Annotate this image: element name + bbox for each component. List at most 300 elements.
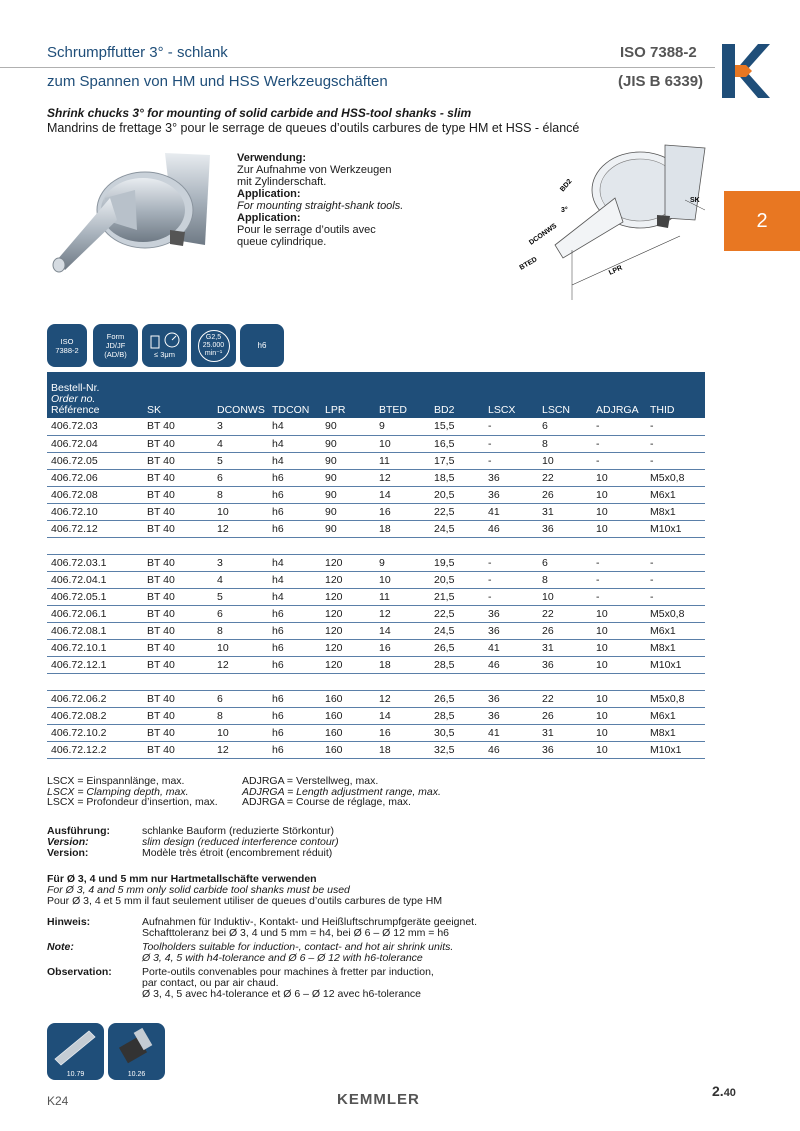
- usage-fr-label: Application:: [237, 212, 301, 224]
- col-order: [47, 372, 143, 418]
- chapter-tab[interactable]: 2: [724, 191, 800, 251]
- footer-code: K24: [47, 1094, 69, 1108]
- table-row[interactable]: [47, 724, 705, 741]
- carbide-note: [47, 874, 442, 907]
- table-cell: BT 40: [143, 418, 213, 435]
- table-cell: 31: [538, 724, 592, 741]
- legend-adj-en: ADJRGA = Length adjustment range, max.: [242, 785, 441, 798]
- table-cell: 36: [538, 656, 592, 673]
- table-cell: BT 40: [143, 605, 213, 622]
- table-cell: 20,5: [430, 486, 484, 503]
- table-cell: 406.72.10: [47, 503, 143, 520]
- table-cell: 120: [321, 656, 375, 673]
- table-cell: 24,5: [430, 622, 484, 639]
- legend-lscx-en: LSCX = Clamping depth, max.: [47, 785, 189, 798]
- runout-badge: [142, 324, 187, 367]
- table-cell: 18: [375, 520, 430, 537]
- table-row[interactable]: [47, 707, 705, 724]
- table-cell: 10: [592, 605, 646, 622]
- usage-fr-text1: Pour le serrage d’outils avec: [237, 224, 376, 236]
- table-cell: 16: [375, 639, 430, 656]
- table-row[interactable]: [47, 690, 705, 707]
- usage-de-label: Verwendung:: [237, 152, 307, 164]
- table-cell: BT 40: [143, 486, 213, 503]
- col-bd2: BD2: [430, 372, 484, 418]
- table-cell: h4: [268, 554, 321, 571]
- table-cell: -: [646, 452, 705, 469]
- table-cell: h6: [268, 520, 321, 537]
- table-group-spacer: [47, 673, 705, 690]
- table-cell: 10: [592, 690, 646, 707]
- legend-lscx: [47, 776, 218, 808]
- table-cell: 41: [484, 639, 538, 656]
- tolerance-badge: h6: [240, 324, 284, 367]
- page-subtitle: zum Spannen von HM und HSS Werkzeugschäften: [47, 73, 388, 90]
- col-tdcon: TDCON: [268, 372, 321, 418]
- table-cell: 18: [375, 741, 430, 758]
- form-badge-line2: JD/JF: [105, 341, 126, 350]
- hint-en-1: Toolholders suitable for induction-, contact- and hot air shrink units.: [142, 941, 454, 953]
- hint-fr-2: par contact, ou par air chaud.: [142, 977, 279, 989]
- table-cell: 10: [592, 741, 646, 758]
- table-cell: 406.72.05: [47, 452, 143, 469]
- table-cell: 90: [321, 418, 375, 435]
- col-order-de: Bestell-Nr.: [51, 382, 100, 394]
- table-cell: 22: [538, 469, 592, 486]
- footer-brand: KEMMLER: [337, 1091, 420, 1108]
- table-cell: -: [484, 435, 538, 452]
- table-cell: M6x1: [646, 707, 705, 724]
- table-cell: 12: [213, 656, 268, 673]
- usage-fr-text2: queue cylindrique.: [237, 236, 327, 248]
- table-cell: 5: [213, 588, 268, 605]
- table-row[interactable]: [47, 503, 705, 520]
- legend-adjrga: [242, 776, 441, 808]
- col-adjrga: ADJRGA: [592, 372, 646, 418]
- table-row[interactable]: [47, 452, 705, 469]
- table-cell: M5x0,8: [646, 605, 705, 622]
- table-cell: 12: [213, 741, 268, 758]
- table-cell: h6: [268, 724, 321, 741]
- table-cell: h4: [268, 452, 321, 469]
- carbide-note-fr: Pour Ø 3, 4 et 5 mm il faut seulement utiliser de queues d’outils carbures de type HM: [47, 895, 443, 907]
- design-en-label: Version:: [47, 836, 89, 848]
- table-cell: M5x0,8: [646, 469, 705, 486]
- col-order-fr: Référence: [51, 404, 100, 416]
- table-cell: 5: [213, 452, 268, 469]
- table-cell: 160: [321, 707, 375, 724]
- table-cell: h6: [268, 622, 321, 639]
- table-cell: 16,5: [430, 435, 484, 452]
- table-cell: 120: [321, 588, 375, 605]
- form-badge-line3: (AD/B): [104, 350, 127, 359]
- table-cell: 406.72.04: [47, 435, 143, 452]
- table-cell: M6x1: [646, 622, 705, 639]
- table-cell: 10: [592, 469, 646, 486]
- table-cell: 10: [213, 639, 268, 656]
- table-cell: 6: [213, 469, 268, 486]
- table-cell: -: [484, 452, 538, 469]
- table-cell: 36: [484, 690, 538, 707]
- table-cell: BT 40: [143, 622, 213, 639]
- table-header-row: [47, 372, 705, 418]
- table-row[interactable]: [47, 656, 705, 673]
- table-cell: 10: [592, 520, 646, 537]
- table-cell: BT 40: [143, 639, 213, 656]
- table-cell: h6: [268, 741, 321, 758]
- table-cell: 10: [592, 656, 646, 673]
- table-cell: M5x0,8: [646, 690, 705, 707]
- table-row[interactable]: [47, 435, 705, 452]
- table-cell: 120: [321, 622, 375, 639]
- table-cell: h4: [268, 588, 321, 605]
- table-row[interactable]: [47, 639, 705, 656]
- table-cell: -: [484, 571, 538, 588]
- usage-block: [237, 152, 403, 248]
- design-fr-label: Version:: [47, 847, 89, 859]
- table-cell: 30,5: [430, 724, 484, 741]
- table-cell: 6: [538, 418, 592, 435]
- accessory-1-label: 10.79: [66, 1071, 85, 1078]
- table-cell: BT 40: [143, 690, 213, 707]
- table-row[interactable]: [47, 486, 705, 503]
- table-row[interactable]: [47, 520, 705, 537]
- table-row[interactable]: [47, 741, 705, 758]
- table-cell: M8x1: [646, 503, 705, 520]
- table-cell: 3: [213, 418, 268, 435]
- table-cell: 4: [213, 435, 268, 452]
- table-cell: h4: [268, 435, 321, 452]
- table-cell: 406.72.08.2: [47, 707, 143, 724]
- table-cell: BT 40: [143, 503, 213, 520]
- drawing-lpr-label: LPR: [607, 264, 624, 277]
- table-cell: BT 40: [143, 520, 213, 537]
- table-cell: 9: [375, 418, 430, 435]
- table-cell: 406.72.05.1: [47, 588, 143, 605]
- table-cell: 14: [375, 486, 430, 503]
- table-cell: 120: [321, 554, 375, 571]
- table-cell: 406.72.10.1: [47, 639, 143, 656]
- header-divider: [0, 67, 715, 68]
- balance-line2: 25.000: [202, 341, 225, 349]
- table-cell: -: [592, 435, 646, 452]
- table-cell: 10: [592, 639, 646, 656]
- table-cell: 28,5: [430, 707, 484, 724]
- hint-de-label: Hinweis:: [47, 916, 91, 928]
- form-badge: [93, 324, 138, 367]
- page-number-main: 2.: [712, 1083, 724, 1099]
- table-cell: 28,5: [430, 656, 484, 673]
- table-cell: 406.72.06.2: [47, 690, 143, 707]
- table-cell: 31: [538, 639, 592, 656]
- balance-line1: G2,5: [205, 333, 222, 341]
- accessory-thumb-2[interactable]: [108, 1023, 165, 1080]
- table-cell: 90: [321, 469, 375, 486]
- table-cell: 120: [321, 639, 375, 656]
- table-cell: -: [484, 418, 538, 435]
- col-sk: SK: [143, 372, 213, 418]
- col-lscx: LSCX: [484, 372, 538, 418]
- table-cell: BT 40: [143, 588, 213, 605]
- table-cell: 8: [213, 707, 268, 724]
- table-row[interactable]: [47, 588, 705, 605]
- table-cell: 3: [213, 554, 268, 571]
- page-title: Schrumpffutter 3° - schlank: [47, 44, 228, 61]
- carbide-note-de: Für Ø 3, 4 und 5 mm nur Hartmetallschäfte verwenden: [47, 873, 317, 885]
- drawing-bted-label: BTED: [518, 256, 539, 272]
- design-block: [47, 826, 339, 859]
- table-cell: 14: [375, 622, 430, 639]
- hint-fr-1: Porte-outils convenables pour machines à fretter par induction,: [142, 966, 434, 978]
- table-cell: 12: [375, 469, 430, 486]
- legend-adj-de: ADJRGA = Verstellweg, max.: [242, 775, 379, 787]
- table-cell: h6: [268, 656, 321, 673]
- table-cell: 10: [375, 435, 430, 452]
- table-cell: -: [646, 554, 705, 571]
- table-cell: -: [646, 435, 705, 452]
- table-cell: -: [592, 418, 646, 435]
- table-cell: 8: [538, 435, 592, 452]
- accessory-thumb-1[interactable]: [47, 1023, 104, 1080]
- form-badge-line1: Form: [106, 332, 125, 341]
- table-cell: 90: [321, 435, 375, 452]
- table-cell: 10: [592, 486, 646, 503]
- table-cell: 26: [538, 486, 592, 503]
- col-dconws: DCONWS: [213, 372, 268, 418]
- table-cell: 9: [375, 554, 430, 571]
- drawing-angle-label: 3°: [561, 207, 568, 214]
- table-cell: BT 40: [143, 554, 213, 571]
- table-cell: h6: [268, 486, 321, 503]
- usage-de-text1: Zur Aufnahme von Werkzeugen: [237, 164, 392, 176]
- table-cell: 6: [213, 605, 268, 622]
- col-thid: THID: [646, 372, 705, 418]
- table-cell: M8x1: [646, 724, 705, 741]
- table-cell: 15,5: [430, 418, 484, 435]
- table-cell: 36: [538, 741, 592, 758]
- table-cell: 36: [484, 707, 538, 724]
- balance-circle-icon: [198, 330, 230, 362]
- table-cell: 36: [484, 486, 538, 503]
- table-cell: -: [592, 571, 646, 588]
- table-cell: -: [484, 588, 538, 605]
- table-cell: 120: [321, 571, 375, 588]
- design-de-label: Ausführung:: [47, 825, 110, 837]
- table-cell: 32,5: [430, 741, 484, 758]
- table-row[interactable]: [47, 469, 705, 486]
- table-row[interactable]: [47, 571, 705, 588]
- table-cell: 22: [538, 690, 592, 707]
- table-row[interactable]: [47, 622, 705, 639]
- table-row[interactable]: [47, 554, 705, 571]
- table-cell: 406.72.08.1: [47, 622, 143, 639]
- table-cell: h6: [268, 707, 321, 724]
- design-de-text: schlanke Bauform (reduzierte Störkontur): [142, 825, 334, 837]
- table-cell: 10: [213, 724, 268, 741]
- table-cell: 26,5: [430, 690, 484, 707]
- usage-en-text: For mounting straight-shank tools.: [237, 200, 404, 212]
- table-group-spacer: [47, 537, 705, 554]
- table-cell: 10: [538, 588, 592, 605]
- table-cell: 11: [375, 588, 430, 605]
- balance-line3: min⁻¹: [204, 349, 223, 357]
- hint-en-label: Note:: [47, 941, 74, 953]
- table-cell: 17,5: [430, 452, 484, 469]
- table-cell: M10x1: [646, 741, 705, 758]
- design-en-text: slim design (reduced interference contour): [142, 836, 339, 848]
- table-cell: -: [646, 418, 705, 435]
- balance-badge: [191, 324, 236, 367]
- table-cell: 8: [213, 486, 268, 503]
- hint-de-1: Aufnahmen für Induktiv-, Kontakt- und Heißluftschrumpfgeräte geeignet.: [142, 916, 478, 928]
- table-cell: 22,5: [430, 605, 484, 622]
- table-cell: 36: [538, 520, 592, 537]
- table-cell: BT 40: [143, 452, 213, 469]
- carbide-note-en: For Ø 3, 4 and 5 mm only solid carbide tool shanks must be used: [47, 884, 350, 896]
- table-cell: 406.72.03: [47, 418, 143, 435]
- table-cell: 22: [538, 605, 592, 622]
- table-cell: 16: [375, 724, 430, 741]
- table-cell: 46: [484, 520, 538, 537]
- table-cell: 406.72.12: [47, 520, 143, 537]
- drawing-sk-label: SK: [690, 197, 700, 204]
- table-cell: 406.72.03.1: [47, 554, 143, 571]
- table-cell: 12: [375, 605, 430, 622]
- table-cell: 10: [592, 724, 646, 741]
- drawing-dconws-label: DCONWS: [528, 222, 559, 247]
- hint-de-2: Schafttoleranz bei Ø 3, 4 und 5 mm = h4, bei Ø 6 – Ø 12 mm = h6: [142, 927, 449, 939]
- table-cell: 160: [321, 741, 375, 758]
- table-cell: h6: [268, 605, 321, 622]
- table-cell: 90: [321, 486, 375, 503]
- table-cell: 16: [375, 503, 430, 520]
- table-cell: 8: [213, 622, 268, 639]
- design-fr-text: Modèle très étroit (encombrement réduit): [142, 847, 333, 859]
- table-cell: 18: [375, 656, 430, 673]
- table-cell: BT 40: [143, 469, 213, 486]
- accessory-2-label: 10.26: [127, 1071, 146, 1078]
- table-cell: 8: [538, 571, 592, 588]
- table-cell: 6: [538, 554, 592, 571]
- extension-sleeve-icon: [47, 1023, 104, 1068]
- table-cell: h4: [268, 571, 321, 588]
- col-lscn: LSCN: [538, 372, 592, 418]
- table-cell: 26: [538, 622, 592, 639]
- table-cell: -: [592, 452, 646, 469]
- subtitle-fr: Mandrins de frettage 3° pour le serrage de queues d’outils carbures de type HM et HSS - élancé: [47, 121, 580, 135]
- table-cell: BT 40: [143, 571, 213, 588]
- legend-lscx-de: LSCX = Einspannlänge, max.: [47, 775, 185, 787]
- table-cell: M8x1: [646, 639, 705, 656]
- table-cell: 4: [213, 571, 268, 588]
- table-cell: 22,5: [430, 503, 484, 520]
- table-cell: 406.72.12.1: [47, 656, 143, 673]
- table-cell: 10: [592, 622, 646, 639]
- product-table: [47, 372, 705, 759]
- table-cell: 12: [375, 690, 430, 707]
- table-cell: M10x1: [646, 520, 705, 537]
- table-cell: 160: [321, 690, 375, 707]
- table-cell: h4: [268, 418, 321, 435]
- table-cell: BT 40: [143, 724, 213, 741]
- norm-label: ISO 7388-2: [620, 44, 697, 61]
- table-cell: 406.72.12.2: [47, 741, 143, 758]
- table-cell: 160: [321, 724, 375, 741]
- table-cell: 46: [484, 656, 538, 673]
- table-cell: 36: [484, 622, 538, 639]
- col-lpr: LPR: [321, 372, 375, 418]
- table-cell: -: [484, 554, 538, 571]
- hint-fr-3: Ø 3, 4, 5 avec h4-tolerance et Ø 6 – Ø 12 avec h6-tolerance: [142, 988, 421, 1000]
- table-cell: 10: [375, 571, 430, 588]
- table-row[interactable]: [47, 605, 705, 622]
- table-cell: 18,5: [430, 469, 484, 486]
- hint-en-2: Ø 3, 4, 5 with h4-tolerance and Ø 6 – Ø 12 with h6-tolerance: [142, 952, 423, 964]
- table-cell: 12: [213, 520, 268, 537]
- table-cell: h6: [268, 639, 321, 656]
- table-cell: 10: [592, 503, 646, 520]
- spacer-cell: [47, 673, 705, 690]
- table-cell: 46: [484, 741, 538, 758]
- table-cell: -: [646, 571, 705, 588]
- table-cell: 36: [484, 605, 538, 622]
- technical-drawing: [515, 140, 710, 305]
- table-cell: M10x1: [646, 656, 705, 673]
- legend-adj-fr: ADJRGA = Course de réglage, max.: [242, 796, 411, 808]
- table-cell: 21,5: [430, 588, 484, 605]
- runout-badge-text: ≤ 3μm: [154, 350, 175, 359]
- iso-badge: [47, 324, 87, 367]
- table-row[interactable]: [47, 418, 705, 435]
- logo-k-icon: [722, 44, 770, 98]
- table-cell: 406.72.06.1: [47, 605, 143, 622]
- hints-block: [47, 917, 687, 1000]
- table-cell: 406.72.06: [47, 469, 143, 486]
- table-cell: 26: [538, 707, 592, 724]
- legend-lscx-fr: LSCX = Profondeur d’insertion, max.: [47, 796, 218, 808]
- table-cell: 36: [484, 469, 538, 486]
- table-cell: BT 40: [143, 707, 213, 724]
- table-cell: 10: [538, 452, 592, 469]
- table-cell: -: [592, 588, 646, 605]
- table-cell: 19,5: [430, 554, 484, 571]
- table-cell: 90: [321, 452, 375, 469]
- table-cell: 41: [484, 724, 538, 741]
- table-cell: 406.72.10.2: [47, 724, 143, 741]
- norm-label-jis: (JIS B 6339): [618, 73, 704, 90]
- col-order-en: Order no.: [51, 393, 96, 405]
- table-cell: 14: [375, 707, 430, 724]
- usage-de-text2: mit Zylinderschaft.: [237, 176, 327, 188]
- table-cell: BT 40: [143, 435, 213, 452]
- table-cell: h6: [268, 690, 321, 707]
- table-cell: h6: [268, 503, 321, 520]
- table-cell: 406.72.08: [47, 486, 143, 503]
- page-number-sub: 40: [723, 1087, 736, 1099]
- subtitle-en: Shrink chucks 3° for mounting of solid carbide and HSS-tool shanks - slim: [47, 106, 472, 120]
- iso-badge-line2: 7388-2: [55, 345, 79, 355]
- runout-gauge-icon: [148, 332, 182, 350]
- hint-fr-label: Observation:: [47, 966, 112, 978]
- table-cell: 11: [375, 452, 430, 469]
- table-cell: -: [646, 588, 705, 605]
- table-cell: h6: [268, 469, 321, 486]
- table-cell: 20,5: [430, 571, 484, 588]
- table-cell: 90: [321, 503, 375, 520]
- usage-en-label: Application:: [237, 188, 301, 200]
- table-cell: M6x1: [646, 486, 705, 503]
- iso-badge-line1: ISO: [60, 336, 74, 346]
